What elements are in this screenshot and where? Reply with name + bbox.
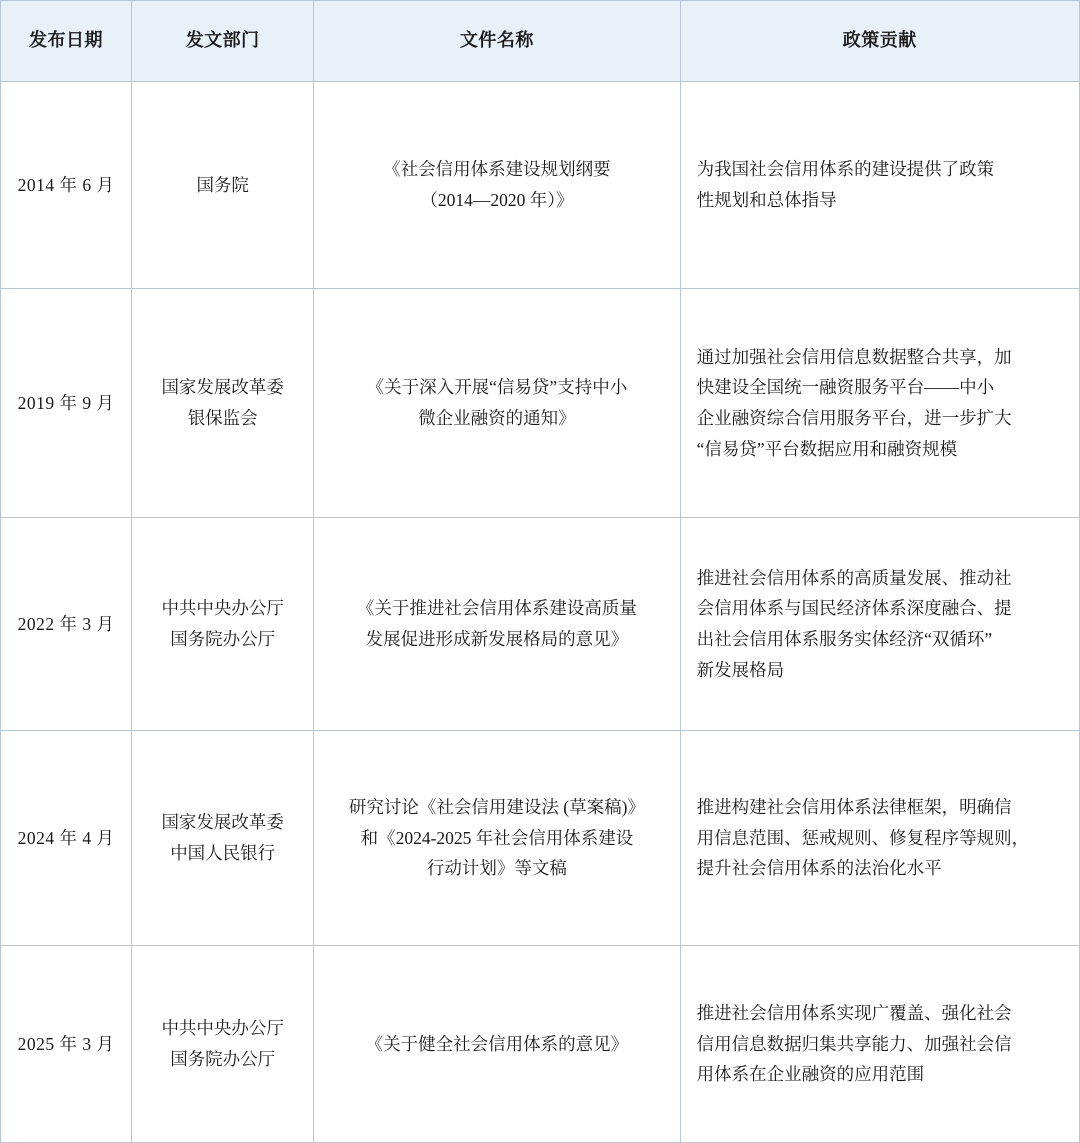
cell-date [1,946,132,1143]
cell-date-lines: 2019 年 9 月 [17,392,115,413]
table-row [1,82,1080,289]
cell-date-lines: 2014 年 6 月 [17,174,115,195]
cell-department-lines: 中共中央办公厅 国务院办公厅 [161,598,284,649]
cell-policy-contribution [680,731,1079,946]
cell-document-name [314,289,680,518]
cell-date [1,289,132,518]
table-row [1,518,1080,731]
cell-date-lines: 2025 年 3 月 [17,1033,115,1054]
cell-policy-contribution-lines: 推进社会信用体系实现广覆盖、强化社会 信用信息数据归集共享能力、加强社会信 用体系在企业融资的应用范围 [696,1003,1012,1085]
cell-date-lines: 2022 年 3 月 [17,613,115,634]
cell-policy-contribution [680,82,1079,289]
cell-date [1,518,132,731]
cell-policy-contribution-lines: 推进构建社会信用体系法律框架，明确信 用信息范围、惩戒规则、修复程序等规则， 提升社会信用体系的法治化水平 [696,797,1030,879]
cell-department [132,946,314,1143]
cell-policy-contribution [680,518,1079,731]
cell-document-name [314,731,680,946]
cell-date-lines: 2024 年 4 月 [17,827,115,848]
table-row [1,731,1080,946]
cell-department [132,518,314,731]
cell-document-name-lines: 研究讨论《社会信用建设法 (草案稿)》 和《2024-2025 年社会信用体系建设 行动计划》等文稿 [348,797,645,879]
cell-document-name-lines: 《关于健全社会信用体系的意见》 [365,1033,629,1054]
cell-policy-contribution [680,289,1079,518]
cell-department-lines: 中共中央办公厅 国务院办公厅 [161,1018,284,1069]
cell-document-name [314,946,680,1143]
cell-policy-contribution-lines: 推进社会信用体系的高质量发展、推动社 会信用体系与国民经济体系深度融合、提 出社会信用体系服务实体经济“双循环” 新发展格局 [696,567,1012,680]
cell-date [1,82,132,289]
cell-document-name [314,82,680,289]
cell-policy-contribution [680,946,1079,1143]
column-header-department: 发文部门 [132,1,314,82]
cell-department [132,731,314,946]
cell-document-name-lines: 《关于深入开展“信易贷”支持中小 微企业融资的通知》 [366,377,628,428]
cell-document-name-lines: 《关于推进社会信用体系建设高质量 发展促进形成新发展格局的意见》 [356,598,637,649]
table-header [1,1,1080,82]
table-body [1,82,1080,1143]
cell-department [132,289,314,518]
cell-date [1,731,132,946]
column-header-policy-contribution: 政策贡献 [680,1,1079,82]
cell-document-name-lines: 《社会信用体系建设规划纲要 （2014—2020 年）》 [383,159,611,210]
cell-department [132,82,314,289]
column-header-document-name: 文件名称 [314,1,680,82]
table-header-row [1,1,1080,82]
table-row [1,289,1080,518]
column-header-date: 发布日期 [1,1,132,82]
cell-policy-contribution-lines: 通过加强社会信用信息数据整合共享，加 快建设全国统一融资服务平台——中小 企业融资综合信用服务平台，进一步扩大 “信易贷”平台数据应用和融资规模 [696,346,1012,459]
cell-department-lines: 国务院 [196,174,249,195]
cell-document-name [314,518,680,731]
table-row [1,946,1080,1143]
cell-policy-contribution-lines: 为我国社会信用体系的建设提供了政策 性规划和总体指导 [696,159,995,210]
cell-department-lines: 国家发展改革委 中国人民银行 [161,812,284,863]
cell-department-lines: 国家发展改革委 银保监会 [161,377,284,428]
